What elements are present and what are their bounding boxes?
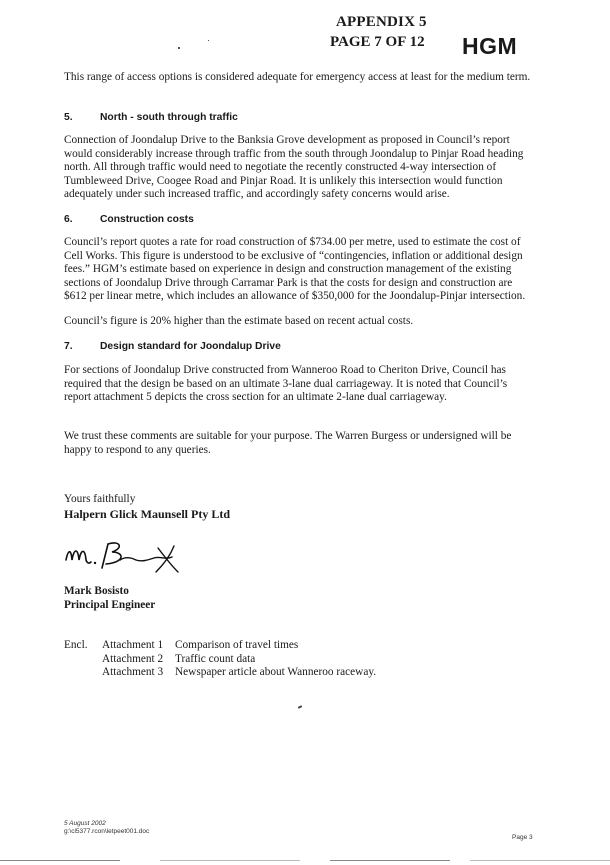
section-number: 6. [64,214,73,225]
scan-speck [208,40,209,41]
section-paragraph: Council’s figure is 20% higher than the estimate based on recent actual costs. [64,315,414,327]
footer-file-path: g:\cl5377.rcon\letpeet001.doc [64,828,150,835]
scan-edge-rule [470,860,610,861]
footer-page-number: Page 3 [512,834,533,841]
signatory-name: Mark Bosisto [64,585,129,597]
section-paragraph: For sections of Joondalup Drive constructed from Wanneroo Road to Cheriton Drive, Council has required that the design be based on an ultimate 3-lane dual carriageway. It is noted that Council’s report attachment 5 depicts the cross section for an ultimate 2-lane dual carriageway. [64,364,508,404]
section-heading [64,341,281,352]
salutation: Yours faithfully [64,493,136,505]
section-paragraph: Connection of Joondalup Drive to the Banksia Grove development as proposed in Council’s report would considerably increase through traffic from the south through Joondalup to Pinjar Road heading north. All through traffic would need to negotiate the recently constructed 4-way intersection of Tumbleweed Drive, Coogee Road and Pinjar Road. It is unlikely this intersection would function adequately under such increased traffic, and accordingly safety concerns would arise. [64,134,524,201]
scan-edge-rule [160,860,300,861]
attachment-description: Comparison of travel times [175,639,299,651]
enclosure-row [64,653,534,667]
scan-edge-rule [0,860,120,861]
company-name: Halpern Glick Maunsell Pty Ltd [64,507,231,521]
enclosure-row [64,639,534,653]
handwritten-signature [62,530,192,578]
section-number: 7. [64,341,73,352]
scan-edge-rule [330,860,450,861]
section-heading [64,112,238,123]
section-title: Construction costs [100,214,194,225]
attachment-label: Attachment 3 [102,666,164,679]
footer-date: 5 August 2002 [64,820,106,827]
intro-paragraph: This range of access options is considered adequate for emergency access at least for the medium term. [64,71,531,83]
enclosure-row [64,666,534,680]
signatory-title: Principal Engineer [64,599,156,611]
scan-mark [298,705,302,709]
page-of-label: PAGE 7 OF 12 [330,34,425,50]
attachment-description: Newspaper article about Wanneroo raceway. [175,666,377,679]
attachment-label: Attachment 1 [102,639,164,651]
closing-paragraph: We trust these comments are suitable for your purpose. The Warren Burgess or undersigned will be happy to respond to any queries. [64,430,512,456]
section-title: North - south through traffic [100,112,238,123]
attachment-label: Attachment 2 [102,652,164,665]
section-number: 5. [64,112,73,123]
section-paragraph: Council’s report quotes a rate for road construction of $734.00 per metre, used to estimate the cost of Cell Works. This figure is understood to be exclusive of “contingencies, inflation or additional design fees.” HGM’s estimate based on experience in design and construction management of the existing sections of Joondalup Drive through Carramar Park is that the costs for design and construction are $612 per linear metre, which includes an allowance of $350,000 for the Joondalup-Pinjar intersection. [64,236,526,303]
scan-speck [178,47,180,49]
section-title: Design standard for Joondalup Drive [100,341,281,352]
enclosures-list [64,639,534,680]
section-heading [64,214,194,225]
enclosures-label: Encl. [64,639,88,651]
appendix-label: APPENDIX 5 [336,14,427,30]
attachment-description: Traffic count data [175,652,256,665]
hgm-logo: HGM [462,33,518,59]
